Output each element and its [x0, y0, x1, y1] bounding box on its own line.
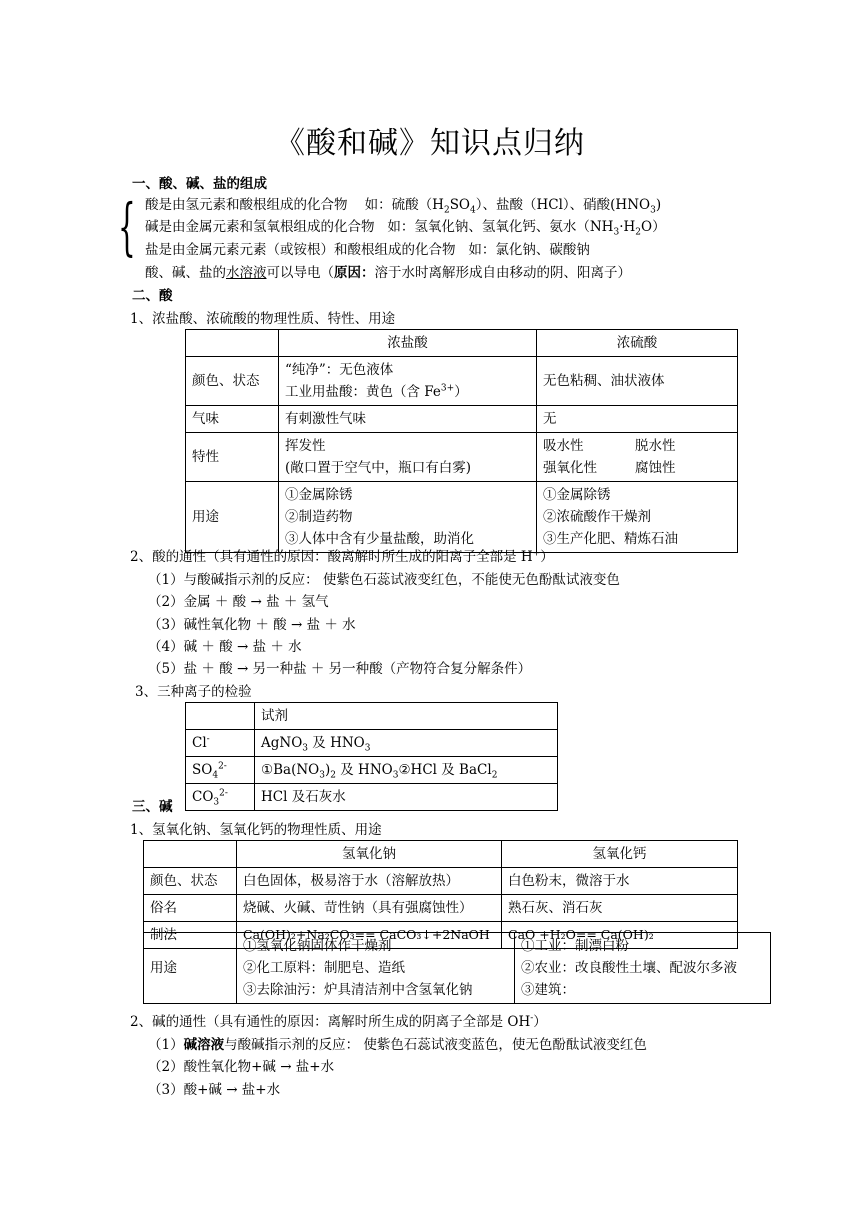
ion-subscript: 3: [213, 797, 220, 808]
cell-text: ）: [454, 384, 468, 400]
cell-line: (敞口置于空气中，瓶口有白雾): [285, 460, 472, 476]
table-row: [144, 895, 738, 922]
conductivity-text: 可以导电（: [266, 265, 334, 281]
table-cell: [515, 933, 771, 1004]
table-row: [186, 357, 738, 406]
row-label: 颜色、状态: [144, 868, 237, 895]
column-header: 氢氧化钙: [502, 841, 738, 868]
table-cell: 白色粉末，微溶于水: [502, 868, 738, 895]
base-property-2: （2）酸性氧化物+碱 → 盐+水: [148, 1059, 335, 1075]
row-label: 特性: [186, 433, 279, 482]
table-row: [186, 784, 558, 811]
acid-property-1: （1）与酸碱指示剂的反应： 使紫色石蕊试液变红色，不能使无色酚酞试液变色: [148, 572, 620, 588]
table-cell: CaO +H₂O== Ca(OH)₂: [502, 922, 738, 949]
heading-text: 2、碱的通性（具有通性的原因：离解时所生成的阴离子全部是 OH: [130, 1014, 531, 1030]
ion-text: Cl: [192, 735, 207, 751]
section-heading-acid: 二、酸: [132, 288, 173, 304]
table-row: [186, 330, 738, 357]
table-caption-ions: 3、三种离子的检验: [135, 684, 252, 700]
ion-subscript: 4: [212, 770, 219, 781]
cell-line: [285, 381, 530, 403]
ion-text: SO: [192, 762, 213, 778]
table-cell: [279, 433, 537, 482]
cell-line: [543, 435, 731, 457]
table-cell: $①Ba(NO_3)_2$ 及 $HNO_3②HCl$ 及 BaCl$_2$: [255, 757, 558, 784]
page-title: 《酸和碱》知识点归纳: [275, 126, 585, 161]
ion-label: [186, 784, 255, 811]
cell-line: ③人体中含有少量盐酸，助消化: [285, 531, 474, 547]
property-bold-text: 碱溶液: [183, 1037, 225, 1053]
base-uses-table: [143, 932, 771, 1004]
heading-text: ）: [540, 549, 554, 565]
conductivity-underlined: 水溶液: [226, 265, 267, 281]
cell-line: ③生产化肥、精炼石油: [543, 531, 678, 547]
salt-example: 如：氯化钠、碳酸钠: [468, 242, 590, 258]
row-label: 制法: [144, 922, 237, 949]
cell-text: 强氧化性: [543, 460, 597, 476]
conductivity-reason-label: 原因：: [334, 265, 375, 281]
cell-text: 吸水性: [543, 438, 584, 454]
ion-superscript: 2-: [219, 788, 228, 799]
table-caption-acids: 1、浓盐酸、浓硫酸的物理性质、特性、用途: [130, 311, 396, 327]
table-row: [186, 703, 558, 730]
section-heading-base: 三、碱: [132, 799, 173, 815]
table-cell: 烧碱、火碱、苛性钠（具有强腐蚀性）: [237, 895, 502, 922]
table-row: [144, 841, 738, 868]
left-brace: {: [118, 190, 136, 263]
cell-line: ③去除油污：炉具清洁剂中含氢氧化钠: [243, 982, 473, 998]
cell-text: 脱水性: [635, 438, 676, 454]
acid-example-text: ): [655, 197, 662, 213]
heading-text: 2、酸的通性（具有通性的原因：酸离解时所生成的阳离子全部是 H: [130, 549, 533, 565]
column-header: 浓硫酸: [537, 330, 738, 357]
base-definition: 碱是由金属元素和氢氧根组成的化合物: [145, 219, 375, 235]
base-definition-line: [145, 218, 666, 236]
acid-properties-table: [185, 329, 738, 553]
salt-definition-line: [145, 241, 590, 259]
acid-example-text: 如：硫酸（H: [364, 197, 444, 213]
ion-test-table: [185, 702, 558, 811]
acid-general-properties-heading: [130, 548, 554, 566]
cell-line: ②化工原料：制肥皂、造纸: [243, 960, 405, 976]
row-label: 用途: [186, 482, 279, 553]
cell-line: ②农业：改良酸性土壤、配波尔多液: [521, 960, 737, 976]
base-example-text: 如：氢氧化钠、氢氧化钙、氨水（NH: [387, 219, 614, 235]
row-label: 用途: [144, 933, 237, 1004]
acid-property-4: （4）碱 ＋ 酸 → 盐 ＋ 水: [148, 639, 302, 655]
cell-line: ②浓硫酸作干燥剂: [543, 509, 651, 525]
cell-line: 挥发性: [285, 438, 326, 454]
table-row: [186, 433, 738, 482]
table-cell: 有刺激性气味: [279, 406, 537, 433]
reagent-text: AgNO: [261, 735, 303, 751]
table-row: [186, 482, 738, 553]
reagent-text: ②HCl 及 BaCl: [398, 762, 492, 778]
acid-example: 如：硫酸$(H_2SO_4)$、盐酸（HCl）、硝酸$(HNO_3)$: [364, 197, 662, 216]
table-cell: [237, 933, 515, 1004]
reagent-text: ): [324, 762, 331, 778]
property-text: 与酸碱指示剂的反应： 使紫色石蕊试液变蓝色，使无色酚酞试液变红色: [224, 1037, 647, 1053]
table-cell: 无色粘稠、油状液体: [537, 357, 738, 406]
ion-label: [186, 730, 255, 757]
cell-line: ③建筑：: [521, 982, 575, 998]
table-row: [186, 757, 558, 784]
column-header: 浓盐酸: [279, 330, 537, 357]
acid-example-text: ）、盐酸（HCl）、硝酸(HNO: [475, 197, 651, 213]
heading-superscript: -: [530, 1013, 534, 1024]
acid-example-text: SO: [449, 197, 471, 213]
table-row: [186, 406, 738, 433]
cell-text: 腐蚀性: [635, 460, 676, 476]
section-heading-composition: 一、酸、碱、盐的组成: [132, 176, 267, 192]
acid-property-2: （2）金属 ＋ 酸 → 盐 ＋ 氢气: [148, 594, 329, 610]
table-cell: [537, 433, 738, 482]
column-header: 试剂: [255, 703, 558, 730]
table-row: [144, 868, 738, 895]
column-header: 氢氧化钠: [237, 841, 502, 868]
reagent-text: 及 HNO: [308, 735, 365, 751]
base-example-text: ·H: [619, 219, 636, 235]
table-row: [144, 933, 771, 1004]
table-cell: [186, 330, 279, 357]
base-general-properties-heading: [130, 1013, 547, 1031]
table-row: [186, 730, 558, 757]
table-cell: HCl 及石灰水: [255, 784, 558, 811]
base-property-1: [148, 1036, 647, 1054]
ion-text: CO: [192, 789, 214, 805]
conductivity-line: [145, 264, 631, 282]
table-cell: [186, 703, 255, 730]
row-label: 气味: [186, 406, 279, 433]
table-cell: [279, 482, 537, 553]
ion-label: [186, 757, 255, 784]
ion-superscript: 2-: [218, 761, 227, 772]
cell-line: ①氢氧化钠固体作干燥剂: [243, 938, 392, 954]
heading-text: ）: [533, 1014, 547, 1030]
heading-superscript: +: [532, 548, 541, 559]
table-cell: 白色固体，极易溶于水（溶解放热）: [237, 868, 502, 895]
salt-definition: 盐是由金属元素元素（或铵根）和酸根组成的化合物: [145, 242, 456, 258]
table-cell: [537, 482, 738, 553]
table-cell: 熟石灰、消石灰: [502, 895, 738, 922]
table-cell: [279, 357, 537, 406]
acid-property-5: （5）盐 ＋ 酸 → 另一种盐 ＋ 另一种酸（产物符合复分解条件）: [148, 661, 532, 677]
table-cell: 无: [537, 406, 738, 433]
base-property-3: （3）酸+碱 → 盐+水: [148, 1082, 281, 1098]
table-cell: Ca(OH)₂+Na₂CO₃== CaCO₃↓+2NaOH: [237, 922, 502, 949]
conductivity-text: 酸、碱、盐的: [145, 265, 226, 281]
cell-line: ②制造药物: [285, 509, 353, 525]
ion-superscript: -: [206, 734, 210, 745]
table-cell: [144, 841, 237, 868]
cell-line: ①金属除锈: [543, 487, 611, 503]
conductivity-text: 溶于水时离解形成自由移动的阴、阳离子）: [374, 265, 631, 281]
cell-line: ①工业：制漂白粉: [521, 938, 629, 954]
cell-line: ①金属除锈: [285, 487, 353, 503]
acid-definition: 酸是由氢元素和酸根组成的化合物: [145, 197, 348, 213]
property-text: （1）: [148, 1037, 184, 1053]
reagent-text: 及 HNO: [335, 762, 393, 778]
reagent-text: ①Ba(NO: [261, 762, 320, 778]
base-example-text: O）: [641, 219, 666, 235]
cell-superscript: 3+: [440, 383, 455, 394]
acid-property-3: （3）碱性氧化物 ＋ 酸 → 盐 ＋ 水: [148, 617, 356, 633]
cell-line: [543, 457, 731, 479]
cell-text: 工业用盐酸：黄色（含 Fe: [285, 384, 441, 400]
table-cell: AgNO$_3$ 及 $HNO_3$: [255, 730, 558, 757]
base-example: 如：氢氧化钠、氢氧化钙、氨水$(NH_3\cdot H_2O)$: [387, 219, 666, 238]
cell-line: “纯净”：无色液体: [285, 362, 394, 378]
table-caption-bases: 1、氢氧化钠、氢氧化钙的物理性质、用途: [130, 822, 382, 838]
row-label: 俗名: [144, 895, 237, 922]
acid-definition-line: [145, 196, 661, 214]
row-label: 颜色、状态: [186, 357, 279, 406]
